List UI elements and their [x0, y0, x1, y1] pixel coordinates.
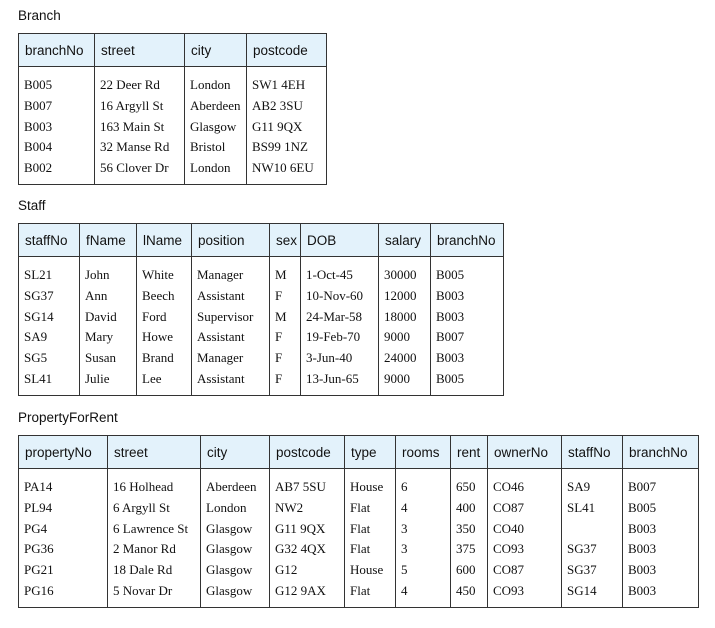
table-row — [19, 116, 327, 137]
cell-staffno: SL41 — [562, 498, 623, 519]
column-header-postcode: postcode — [247, 34, 327, 67]
cell-dob: 24-Mar-58 — [301, 306, 379, 327]
cell-branchno: B003 — [623, 580, 699, 601]
column-header-sex: sex — [270, 224, 301, 257]
cell-propertyno: PA14 — [24, 479, 53, 495]
cell-street: 5 Novar Dr — [108, 580, 201, 601]
table-row — [19, 348, 504, 369]
cell-rooms: 3 — [396, 539, 451, 560]
column-header-street: street — [95, 34, 185, 67]
column-header-staffno: staffNo — [19, 224, 80, 257]
cell-street: 163 Main St — [95, 116, 185, 137]
staff-table — [18, 223, 504, 396]
table-row — [19, 580, 699, 601]
column-header-street: street — [108, 436, 201, 469]
table-row — [19, 286, 504, 307]
cell-sex: F — [270, 348, 301, 369]
cell-dob: 1-Oct-45 — [301, 265, 379, 286]
table-row — [19, 96, 327, 117]
cell-staffno: SL21 — [24, 267, 53, 283]
cell-postcode: G11 9QX — [270, 518, 345, 539]
cell-city: Glasgow — [201, 560, 270, 581]
column-header-lname: lName — [137, 224, 192, 257]
column-header-type: type — [345, 436, 396, 469]
cell-city: Glasgow — [201, 539, 270, 560]
cell-position: Assistant — [192, 286, 270, 307]
column-header-salary: salary — [379, 224, 431, 257]
cell-branchno: B003 — [24, 118, 53, 134]
column-header-propertyno: propertyNo — [19, 436, 108, 469]
cell-postcode: G32 4QX — [270, 539, 345, 560]
cell-position: Assistant — [192, 368, 270, 389]
cell-rooms: 4 — [396, 498, 451, 519]
cell-salary: 9000 — [379, 368, 431, 389]
cell-fname: Mary — [80, 327, 137, 348]
cell-staffno: SA9 — [24, 329, 48, 345]
table-row — [19, 560, 699, 581]
cell-staffno: SG37 — [562, 539, 623, 560]
cell-rent: 375 — [451, 539, 488, 560]
cell-lname: Brand — [137, 348, 192, 369]
cell-position: Manager — [192, 348, 270, 369]
cell-position: Assistant — [192, 327, 270, 348]
cell-city: Glasgow — [201, 580, 270, 601]
cell-rent: 350 — [451, 518, 488, 539]
cell-fname: Julie — [80, 368, 137, 389]
cell-rooms: 6 — [396, 477, 451, 498]
column-header-city: city — [201, 436, 270, 469]
cell-staffno: SG14 — [562, 580, 623, 601]
column-header-city: city — [185, 34, 247, 67]
cell-branchno: B003 — [431, 286, 504, 307]
cell-street: 6 Lawrence St — [108, 518, 201, 539]
branch-table-title: Branch — [18, 8, 61, 23]
header-row — [19, 34, 327, 67]
cell-type: Flat — [345, 580, 396, 601]
cell-rooms: 5 — [396, 560, 451, 581]
column-header-fname: fName — [80, 224, 137, 257]
cell-ownerno: CO93 — [488, 539, 562, 560]
cell-staffno: SG37 — [24, 288, 54, 304]
table-row — [19, 477, 699, 498]
cell-fname: John — [80, 265, 137, 286]
cell-street: 18 Dale Rd — [108, 560, 201, 581]
cell-sex: F — [270, 327, 301, 348]
branch-table — [18, 33, 327, 185]
cell-staffno: SG14 — [24, 308, 54, 324]
table-row — [19, 137, 327, 158]
cell-salary: 30000 — [379, 265, 431, 286]
cell-staffno: SA9 — [562, 477, 623, 498]
cell-postcode: G11 9QX — [247, 116, 327, 137]
cell-lname: White — [137, 265, 192, 286]
cell-dob: 13-Jun-65 — [301, 368, 379, 389]
cell-postcode: NW10 6EU — [247, 158, 327, 179]
cell-lname: Howe — [137, 327, 192, 348]
column-header-branchno: branchNo — [19, 34, 95, 67]
cell-branchno: B004 — [24, 139, 53, 155]
cell-branchno: B005 — [24, 77, 53, 93]
cell-rent: 650 — [451, 477, 488, 498]
cell-propertyno: PG21 — [24, 562, 54, 578]
cell-street: 16 Holhead — [108, 477, 201, 498]
cell-postcode: AB7 5SU — [270, 477, 345, 498]
cell-branchno: B003 — [431, 348, 504, 369]
cell-staffno: SG37 — [562, 560, 623, 581]
cell-branchno: B007 — [623, 477, 699, 498]
cell-type: Flat — [345, 539, 396, 560]
cell-street: 2 Manor Rd — [108, 539, 201, 560]
cell-branchno: B003 — [623, 518, 699, 539]
table-row — [19, 327, 504, 348]
cell-city: London — [185, 158, 247, 179]
table-row — [19, 539, 699, 560]
header-row — [19, 436, 699, 469]
cell-propertyno: PG16 — [24, 582, 54, 598]
cell-rent: 450 — [451, 580, 488, 601]
staff-table-title: Staff — [18, 198, 46, 213]
cell-type: House — [345, 560, 396, 581]
cell-postcode: G12 — [270, 560, 345, 581]
property-for-rent-table — [18, 435, 699, 608]
cell-branchno: B003 — [623, 539, 699, 560]
cell-city: Glasgow — [201, 518, 270, 539]
cell-postcode: NW2 — [270, 498, 345, 519]
cell-city: Glasgow — [185, 116, 247, 137]
table-row — [19, 306, 504, 327]
cell-staffno: SG5 — [24, 350, 48, 366]
cell-rent: 600 — [451, 560, 488, 581]
cell-street: 6 Argyll St — [108, 498, 201, 519]
column-header-position: position — [192, 224, 270, 257]
cell-street: 32 Manse Rd — [95, 137, 185, 158]
cell-branchno: B007 — [431, 327, 504, 348]
column-header-branchno: branchNo — [431, 224, 504, 257]
cell-street: 16 Argyll St — [95, 96, 185, 117]
cell-ownerno: CO46 — [488, 477, 562, 498]
cell-postcode: SW1 4EH — [247, 75, 327, 96]
column-header-rent: rent — [451, 436, 488, 469]
table-row — [19, 158, 327, 179]
column-header-ownerno: ownerNo — [488, 436, 562, 469]
cell-branchno: B005 — [431, 368, 504, 389]
cell-sex: M — [270, 265, 301, 286]
cell-sex: F — [270, 368, 301, 389]
cell-salary: 24000 — [379, 348, 431, 369]
cell-ownerno: CO87 — [488, 560, 562, 581]
header-row — [19, 224, 504, 257]
cell-fname: Susan — [80, 348, 137, 369]
table-row — [19, 75, 327, 96]
cell-sex: M — [270, 306, 301, 327]
cell-propertyno: PG4 — [24, 520, 48, 536]
cell-city: Bristol — [185, 137, 247, 158]
cell-position: Supervisor — [192, 306, 270, 327]
cell-rent: 400 — [451, 498, 488, 519]
cell-branchno: B003 — [623, 560, 699, 581]
cell-ownerno: CO40 — [488, 518, 562, 539]
cell-branchno: B007 — [24, 98, 53, 114]
cell-city: Aberdeen — [185, 96, 247, 117]
table-row — [19, 265, 504, 286]
column-header-branchno: branchNo — [623, 436, 699, 469]
cell-dob: 3-Jun-40 — [301, 348, 379, 369]
cell-staffno — [562, 518, 623, 539]
cell-ownerno: CO93 — [488, 580, 562, 601]
cell-postcode: G12 9AX — [270, 580, 345, 601]
cell-postcode: AB2 3SU — [247, 96, 327, 117]
cell-type: House — [345, 477, 396, 498]
cell-salary: 12000 — [379, 286, 431, 307]
property-table-title: PropertyForRent — [18, 410, 118, 425]
cell-lname: Beech — [137, 286, 192, 307]
table-row — [19, 498, 699, 519]
cell-branchno: B005 — [623, 498, 699, 519]
cell-propertyno: PL94 — [24, 500, 53, 516]
cell-street: 56 Clover Dr — [95, 158, 185, 179]
cell-branchno: B005 — [431, 265, 504, 286]
cell-fname: David — [80, 306, 137, 327]
column-header-rooms: rooms — [396, 436, 451, 469]
cell-branchno: B002 — [24, 160, 53, 176]
table-row — [19, 518, 699, 539]
column-header-postcode: postcode — [270, 436, 345, 469]
cell-branchno: B003 — [431, 306, 504, 327]
cell-city: London — [201, 498, 270, 519]
cell-ownerno: CO87 — [488, 498, 562, 519]
cell-city: London — [185, 75, 247, 96]
cell-position: Manager — [192, 265, 270, 286]
cell-rooms: 4 — [396, 580, 451, 601]
cell-salary: 9000 — [379, 327, 431, 348]
cell-type: Flat — [345, 498, 396, 519]
cell-street: 22 Deer Rd — [95, 75, 185, 96]
column-header-staffno: staffNo — [562, 436, 623, 469]
column-header-dob: DOB — [301, 224, 379, 257]
cell-propertyno: PG36 — [24, 541, 54, 557]
cell-postcode: BS99 1NZ — [247, 137, 327, 158]
cell-dob: 10-Nov-60 — [301, 286, 379, 307]
cell-dob: 19-Feb-70 — [301, 327, 379, 348]
cell-sex: F — [270, 286, 301, 307]
cell-lname: Lee — [137, 368, 192, 389]
table-row — [19, 368, 504, 389]
cell-rooms: 3 — [396, 518, 451, 539]
cell-salary: 18000 — [379, 306, 431, 327]
cell-staffno: SL41 — [24, 370, 53, 386]
cell-fname: Ann — [80, 286, 137, 307]
cell-type: Flat — [345, 518, 396, 539]
cell-lname: Ford — [137, 306, 192, 327]
cell-city: Aberdeen — [201, 477, 270, 498]
